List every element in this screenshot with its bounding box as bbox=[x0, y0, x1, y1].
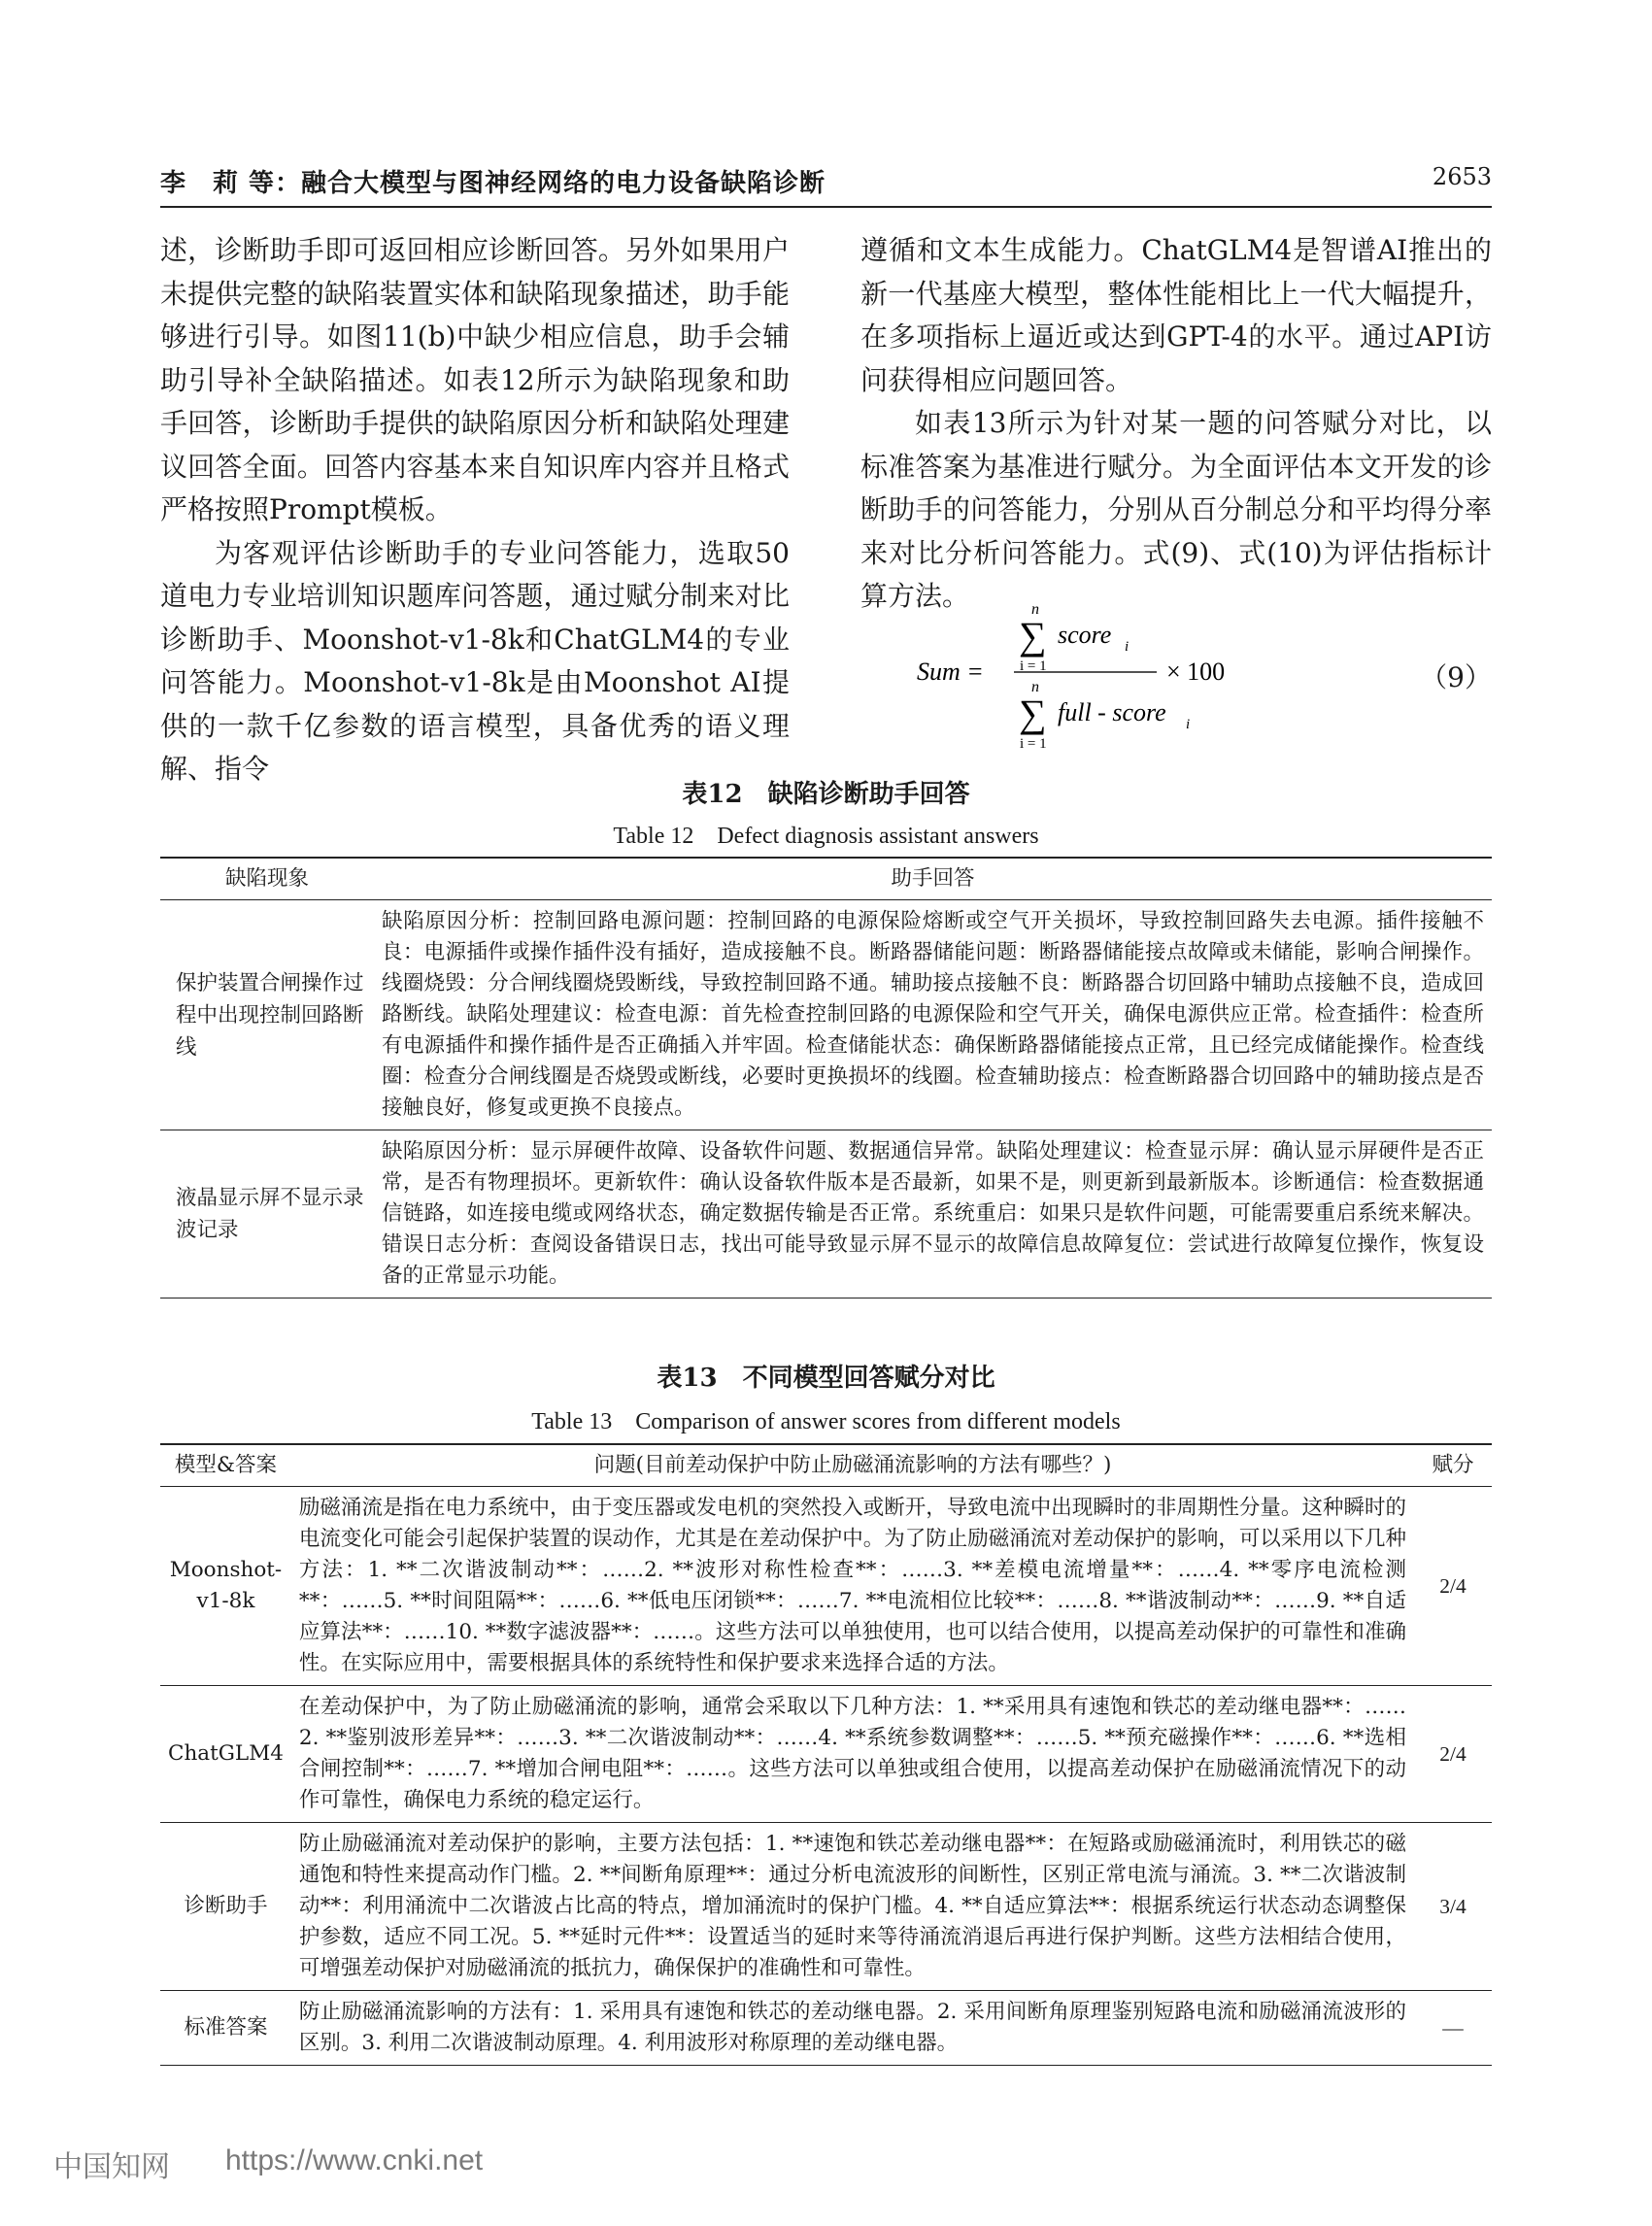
equation-number: （9） bbox=[1420, 661, 1492, 693]
table-header: 问题(目前差动保护中防止励磁涌流影响的方法有哪些？) bbox=[593, 1453, 1112, 1477]
denominator-subscript: i bbox=[1186, 717, 1191, 732]
numerator-term: score bbox=[1058, 621, 1112, 649]
body-paragraph: 述，诊断助手即可返回相应诊断回答。另外如果用户未提供完整的缺陷装置实体和缺陷现象描述，助手能够进行引导。如图11(b)中缺少相应信息，助手会辅助引导补全缺陷描述。如表12所示为缺陷现象和助手回答，诊断助手提供的缺陷原因分析和缺陷处理建议回答全面。回答内容基本来自知识库内容并且格式严格按照Prompt模板。 bbox=[160, 234, 790, 525]
table-row bbox=[160, 1686, 1492, 1823]
running-header-title: 李 莉 等：融合大模型与图神经网络的电力设备缺陷诊断 bbox=[160, 169, 826, 198]
table-row bbox=[160, 1991, 1492, 2066]
cnki-watermark: 中国知网 bbox=[53, 2150, 170, 2184]
sum-upper-limit: n bbox=[1031, 602, 1039, 618]
equation-lhs: Sum = bbox=[917, 658, 984, 686]
table-header: 助手回答 bbox=[891, 866, 975, 891]
table12-caption-cn: 表12 缺陷诊断助手回答 bbox=[682, 780, 970, 809]
table-13 bbox=[160, 1443, 1492, 2066]
table12-caption-en: Table 12 Defect diagnosis assistant answers bbox=[613, 824, 1039, 849]
page-number: 2653 bbox=[1432, 163, 1492, 190]
body-paragraph: 遵循和文本生成能力。ChatGLM4是智谱AI推出的新一代基座大模型，整体性能相比上一代大幅提升，在多项指标上逼近或达到GPT-4的水平。通过API访问获得相应问题回答。 bbox=[860, 234, 1492, 396]
table-header: 缺陷现象 bbox=[224, 866, 309, 891]
table-header: 模型&答案 bbox=[174, 1453, 278, 1477]
body-paragraph: 为客观评估诊断助手的专业问答能力，选取50道电力专业培训知识题库问答题，通过赋分制来对比诊断助手、Moonshot-v1-8k和ChatGLM4的专业问答能力。Moonshot-v1-8k是由Moonshot AI提供的一款千亿参数的语言模型，具备优秀的语义理解、指令 bbox=[160, 536, 790, 785]
model-answer: 在差动保护中，为了防止励磁涌流的影响，通常会采取以下几种方法：1. **采用具有速饱和铁芯的差动继电器**：……2. **鉴别波形差异**：……3. **二次谐波制动**：……4. **系统参数调整**：……5. **预充磁操作**：……6. **选相合闸控制**：……7. **增加合闸电阻**：……。这些方法可以单独或组合使用，以提高差动保护在励磁涌流情况下的动作可靠性，确保电力系统的稳定运行。 bbox=[298, 1695, 1406, 1812]
equation-9 bbox=[860, 602, 1492, 758]
model-answer: 防止励磁涌流影响的方法有：1. 采用具有速饱和铁芯的差动继电器。2. 采用间断角原理鉴别短路电流和励磁涌流波形的区别。3. 利用二次谐波制动原理。4. 利用波形对称原理的差动继电器。 bbox=[298, 2000, 1406, 2055]
assistant-answer: 缺陷原因分析：显示屏硬件故障、设备软件问题、数据通信异常。缺陷处理建议：检查显示屏：确认显示屏硬件是否正常，是否有物理损坏。更新软件：确认设备软件版本是否最新，如果不是，则更新到最新版本。诊断通信：检查数据通信链路，如连接电缆或网络状态，确定数据传输是否正常。系统重启：如果只是软件问题，可能需要重启系统来解决。错误日志分析：查阅设备错误日志，找出可能导致显示屏不显示的故障信息故障复位：尝试进行故障复位操作，恢复设备的正常显示功能。 bbox=[382, 1139, 1484, 1288]
table-row bbox=[160, 1130, 1492, 1298]
left-column bbox=[160, 229, 790, 792]
sigma-symbol: ∑ bbox=[1019, 691, 1047, 735]
body-paragraph: 如表13所示为针对某一题的问答赋分对比，以标准答案为基准进行赋分。为全面评估本文开发的诊断助手的问答能力，分别从百分制总分和平均得分率来对比分析问答能力。式(9)、式(10)为评估指标计算方法。 bbox=[860, 407, 1492, 612]
sigma-symbol: ∑ bbox=[1019, 614, 1047, 658]
denominator-term: full - score bbox=[1058, 698, 1166, 726]
model-name: 诊断助手 bbox=[184, 1894, 268, 1918]
score-value: 2/4 bbox=[1439, 1742, 1467, 1766]
table-row bbox=[160, 1487, 1492, 1686]
table-row bbox=[160, 900, 1492, 1130]
model-answer: 防止励磁涌流对差动保护的影响，主要方法包括：1. **速饱和铁芯差动继电器**：在短路或励磁涌流时，利用铁芯的磁通饱和特性来提高动作门槛。2. **间断角原理**：通过分析电流波形的间断性，区别正常电流与涌流。3. **二次谐波制动**：利用涌流中二次谐波占比高的特点，增加涌流时的保护门槛。4. **自适应算法**：根据系统运行状态动态调整保护参数，适应不同工况。5. **延时元件**：设置适当的延时来等待涌流消退后再进行保护判断。这些方法相结合使用，可增强差动保护对励磁涌流的抵抗力，确保保护的准确性和可靠性。 bbox=[298, 1832, 1406, 1980]
model-name: 标准答案 bbox=[184, 2015, 268, 2040]
sum-lower-limit: i = 1 bbox=[1020, 658, 1047, 674]
assistant-answer: 缺陷原因分析：控制回路电源问题：控制回路的电源保险熔断或空气开关损坏，导致控制回路失去电源。插件接触不良：电源插件或操作插件没有插好，造成接触不良。断路器储能问题：断路器储能接点故障或未储能，影响合闸操作。线圈烧毁：分合闸线圈烧毁断线，导致控制回路不通。辅助接点接触不良：断路器合切回路中辅助点接触不良，造成回路断线。缺陷处理建议：检查电源：首先检查控制回路的电源保险和空气开关，确保电源供应正常。检查插件：检查所有电源插件和操作插件是否正确插入并牢固。检查储能状态：确保断路器储能接点正常，且已经完成储能操作。检查线圈：检查分合闸线圈是否烧毁或断线，必要时更换损坏的线圈。检查辅助接点：检查断路器合切回路中的辅助接点是否接触良好，修复或更换不良接点。 bbox=[382, 909, 1484, 1120]
defect-phenomenon: 保护装置合闸操作过程中出现控制回路断线 bbox=[176, 970, 364, 1060]
score-value: 2/4 bbox=[1439, 1574, 1467, 1598]
sum-upper-limit: n bbox=[1031, 679, 1039, 695]
right-column bbox=[860, 229, 1492, 619]
times-hundred: × 100 bbox=[1166, 658, 1226, 686]
table13-caption-cn: 表13 不同模型回答赋分对比 bbox=[657, 1364, 995, 1393]
numerator-subscript: i bbox=[1125, 639, 1129, 655]
table-12 bbox=[160, 857, 1492, 1298]
header-rule bbox=[160, 206, 1492, 208]
score-value: — bbox=[1442, 2016, 1464, 2040]
table-row bbox=[160, 1823, 1492, 1991]
sum-lower-limit: i = 1 bbox=[1020, 736, 1047, 752]
cnki-url: https://www.cnki.net bbox=[225, 2144, 484, 2176]
defect-phenomenon: 液晶显示屏不显示录波记录 bbox=[176, 1186, 364, 1242]
model-answer: 励磁涌流是指在电力系统中，由于变压器或发电机的突然投入或断开，导致电流中出现瞬时的非周期性分量。这种瞬时的电流变化可能会引起保护装置的误动作，尤其是在差动保护中。为了防止励磁涌流对差动保护的影响，可以采用以下几种方法：1. **二次谐波制动**：……2. **波形对称性检查**：……3. **差模电流增量**：……4. **零序电流检测**：……5. **时间阻隔**：……6. **低电压闭锁**：……7. **电流相位比较**：……8. **谐波制动**：……9. **自适应算法**：……10. **数字滤波器**：……。这些方法可以单独使用，也可以结合使用，以提高差动保护的可靠性和准确性。在实际应用中，需要根据具体的系统特性和保护要求来选择合适的方法。 bbox=[298, 1496, 1406, 1675]
table-header: 赋分 bbox=[1432, 1453, 1474, 1477]
model-name: ChatGLM4 bbox=[168, 1741, 284, 1766]
score-value: 3/4 bbox=[1439, 1895, 1467, 1918]
model-name: Moonshot-v1-8k bbox=[169, 1558, 283, 1613]
table13-caption-en: Table 13 Comparison of answer scores from different models bbox=[531, 1409, 1121, 1434]
